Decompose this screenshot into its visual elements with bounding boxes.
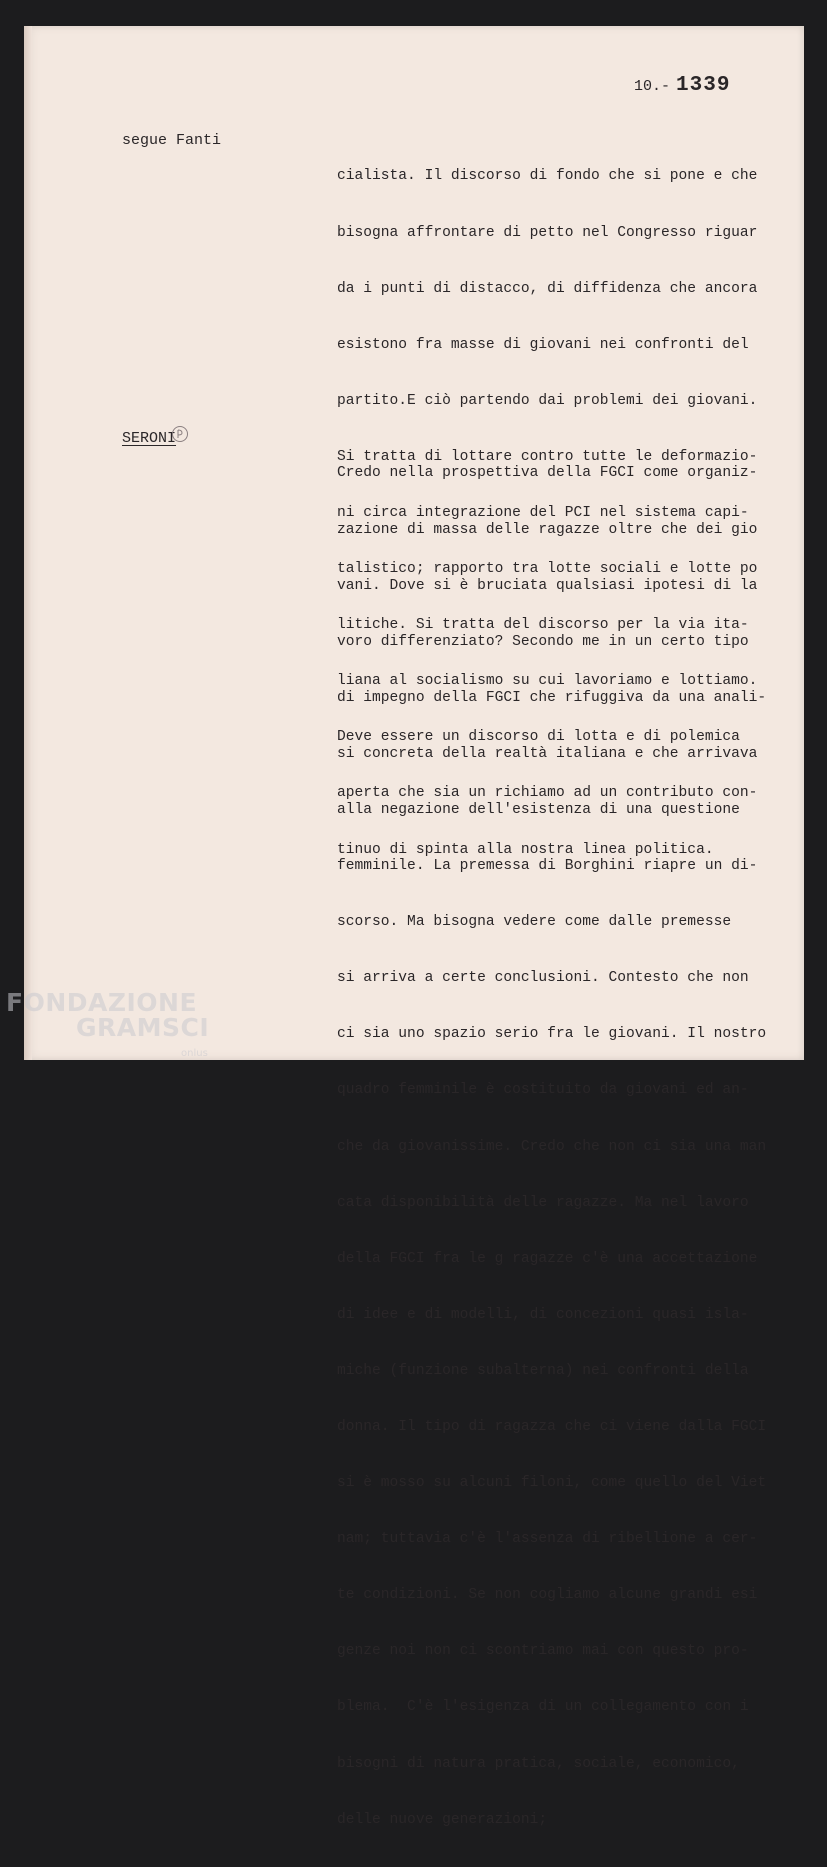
text-line: della FGCI fra le g ragazze c'è una accettazione — [337, 1250, 758, 1267]
text-line: ni circa integrazione del PCI nel sistema capi- — [337, 504, 749, 521]
text-line: da i punti di distacco, di diffidenza che ancora — [337, 280, 758, 297]
text-line: di impegno della FGCI che rifuggiva da una anali- — [337, 689, 767, 706]
text-line: Deve essere un discorso di lotta e di polemica — [337, 729, 740, 746]
text-line: di idee e di modelli, di concezioni quasi isla- — [337, 1306, 749, 1323]
seroni-paragraph — [337, 427, 807, 1867]
text-line: bisogni di natura pratica, sociale, economico, — [337, 1755, 740, 1772]
page-number-prefix: 10.- — [634, 78, 671, 95]
text-line: femminile. La premessa di Borghini riapre un di- — [337, 858, 758, 875]
text-line: ci sia uno spazio serio fra le giovani. Il nostro — [337, 1026, 767, 1043]
text-line: litiche. Si tratta del discorso per la via ita- — [337, 617, 749, 634]
text-line: miche (funzione subalterna) nei confronti della — [337, 1362, 749, 1379]
text-line: Si tratta di lottare contro tutte le deformazio- — [337, 448, 758, 465]
text-line: cialista. Il discorso di fondo che si pone e che — [337, 168, 758, 185]
text-line: te condizioni. Se non cogliamo alcune grandi esi — [337, 1587, 758, 1604]
text-line: genze noi non ci scontriamo mai con questo pro- — [337, 1643, 749, 1660]
page-number-value: 1339 — [676, 74, 731, 97]
text-line: quadro femminile è costituito da giovani ed an- — [337, 1082, 749, 1099]
text-line: bisogna affrontare di petto nel Congresso riguar — [337, 224, 758, 241]
text-line: vani. Dove si è bruciata qualsiasi ipotesi di la — [337, 577, 758, 594]
text-line: donna. Il tipo di ragazza che ci viene dalla FGCI — [337, 1419, 767, 1435]
text-line: scorso. Ma bisogna vedere come dalle premesse — [337, 914, 732, 931]
text-line: zazione di massa delle ragazze oltre che dei gio — [337, 521, 758, 538]
text-line: voro differenziato? Secondo me in un certo tipo — [337, 633, 749, 650]
text-line: si è mosso su alcuni filoni, come quello del Viet — [337, 1475, 767, 1492]
text-line: esistono fra masse di giovani nei confronti del — [337, 336, 749, 353]
page-spine — [24, 26, 32, 1060]
text-line: blema. C'è l'esigenza di un collegamento con i — [337, 1699, 749, 1716]
speaker-fanti: segue Fanti — [122, 132, 222, 149]
text-line: delle nuove generazioni; — [337, 1811, 548, 1828]
text-line: talistico; rapporto tra lotte sociali e lotte po — [337, 561, 758, 578]
speaker-seroni: SERONI — [122, 430, 177, 447]
watermark-line-2: GRAMSCI — [76, 1013, 210, 1042]
watermark-logo — [6, 988, 210, 1059]
watermark-line-3: onlus — [181, 1048, 208, 1059]
text-line: aperta che sia un richiamo ad un contributo con- — [337, 785, 758, 802]
text-line: si concreta della realtà italiana e che arrivava — [337, 745, 758, 762]
handwritten-circle-mark-icon — [170, 424, 190, 444]
watermark-line-1: FONDAZIONE — [6, 988, 198, 1017]
text-line: alla negazione dell'esistenza di una questione — [337, 801, 740, 818]
text-line: Credo nella prospettiva della FGCI come organiz- — [337, 465, 758, 482]
text-line: si arriva a certe conclusioni. Contesto che non — [337, 970, 749, 987]
text-line: tinuo di spinta alla nostra linea politica. — [337, 841, 714, 858]
document-page — [24, 26, 804, 1828]
text-line: partito.E ciò partendo dai problemi dei giovani. — [337, 392, 758, 409]
text-line: nam; tuttavia c'è l'assenza di ribellione a cer- — [337, 1531, 758, 1548]
text-line: che da giovanissime. Credo che non ci sia una man — [337, 1138, 767, 1155]
text-line: cata disponibilità delle ragazze. Ma nel lavoro — [337, 1194, 749, 1211]
page-number — [634, 74, 730, 97]
text-line: liana al socialismo su cui lavoriamo e lottiamo. — [337, 673, 758, 690]
